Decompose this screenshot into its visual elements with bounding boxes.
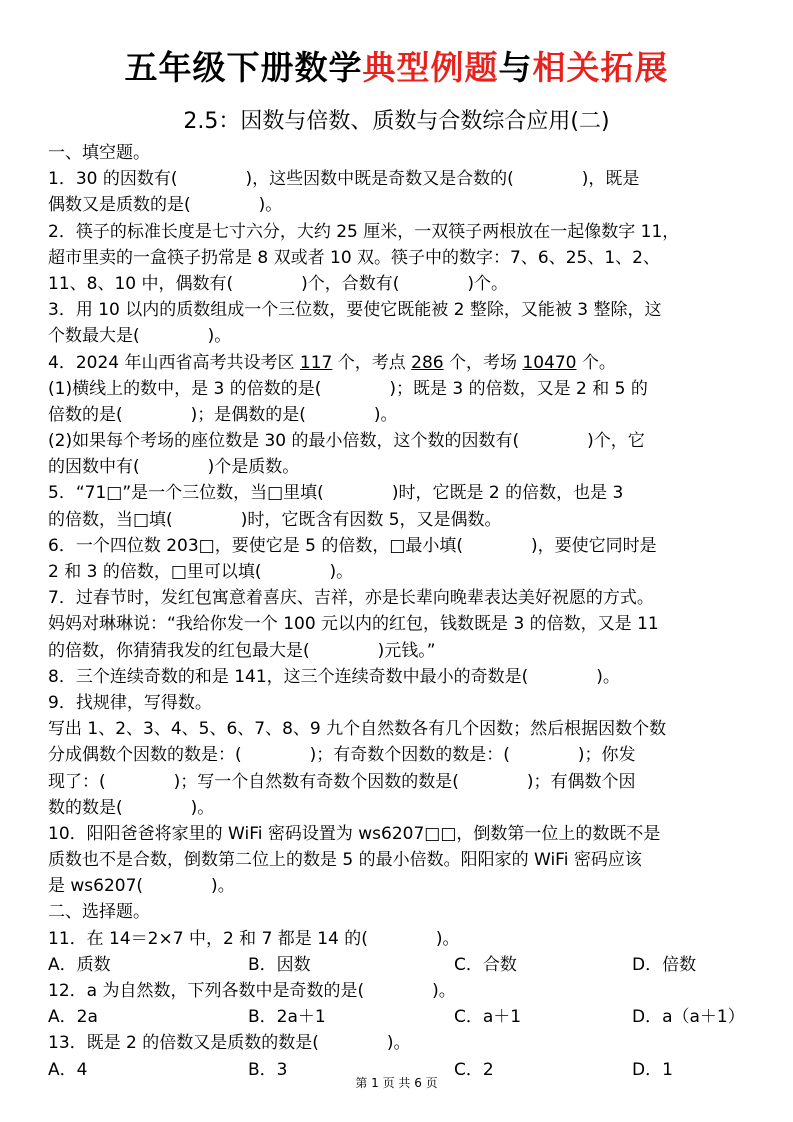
question-line: 9．找规律，写得数。 <box>48 692 212 713</box>
question-line: 倍数的是( )；是偶数的是( )。 <box>48 404 398 425</box>
title-highlight-2: 相关拓展 <box>532 48 669 87</box>
question-line: 的因数中有( )个是质数。 <box>48 457 300 478</box>
question-line: 是 ws6207( )。 <box>48 876 235 897</box>
question-line: 的倍数，当□填( )时，它既含有因数 5，又是偶数。 <box>48 509 502 530</box>
option-c: C．a＋1 <box>454 1007 522 1028</box>
question-line: 个数最大是( )。 <box>48 326 232 347</box>
q4-prefix: 4．2024 年山西省高考共设考区 <box>48 352 300 373</box>
q4-text: 个，考点 <box>332 352 412 373</box>
question-12-stem: 12．a 为自然数，下列各数中是奇数的是( )。 <box>48 981 456 1001</box>
section-heading-choice: 二、选择题。 <box>48 902 150 923</box>
q4-underlined-number: 117 <box>299 352 333 373</box>
question-line: 现了：( )；写一个自然数有奇数个因数的数是( )；有偶数个因 <box>48 771 636 792</box>
option-a: A．质数 <box>48 954 111 975</box>
question-4-line <box>48 350 750 376</box>
question-line: 3．用 10 以内的质数组成一个三位数，要使它既能被 2 整除，又能被 3 整除，这 <box>48 300 662 321</box>
option-b: B．3 <box>248 1059 288 1080</box>
question-line: 质数也不是合数，倒数第二位上的数是 5 的最小倍数。阳阳家的 WiFi 密码应该 <box>48 850 642 871</box>
question-line: 分成偶数个因数的数是：( )；有奇数个因数的数是：( )；你发 <box>48 745 636 766</box>
option-a: A．4 <box>48 1059 88 1080</box>
question-12-options <box>48 1004 750 1030</box>
q4-underlined-number: 286 <box>411 352 444 373</box>
option-d: D．1 <box>632 1059 673 1080</box>
question-line: 1．30 的因数有( )，这些因数中既是奇数又是合数的( )，既是 <box>48 169 640 190</box>
option-d: D．倍数 <box>632 954 697 975</box>
option-d: D．a（a＋1） <box>632 1007 745 1028</box>
option-b: B．因数 <box>248 954 311 975</box>
question-line: 2．筷子的标准长度是七寸六分，大约 25 厘米，一双筷子两根放在一起像数字 11， <box>48 221 680 242</box>
question-line: 8．三个连续奇数的和是 141，这三个连续奇数中最小的奇数是( )。 <box>48 666 620 687</box>
question-line: 7．过春节时，发红包寓意着喜庆、吉祥，亦是长辈向晚辈表达美好祝愿的方式。 <box>48 588 654 609</box>
option-a: A．2a <box>48 1007 98 1028</box>
question-line: 写出 1、2、3、4、5、6、7、8、9 九个自然数各有几个因数；然后根据因数个数 <box>48 719 667 740</box>
question-line: 10．阳阳爸爸将家里的 WiFi 密码设置为 ws6207□□，倒数第一位上的数既不是 <box>48 823 661 844</box>
question-11-options <box>48 952 750 978</box>
question-line: 妈妈对琳琳说：“我给你发一个 100 元以内的红包，钱数既是 3 的倍数，又是 11 <box>48 614 659 635</box>
question-line: 超市里卖的一盒筷子扔常是 8 双或者 10 双。筷子中的数字：7、6、25、1、2、 <box>48 247 660 268</box>
q4-text: 个，考场 <box>443 352 523 373</box>
worksheet-body <box>48 140 750 1083</box>
title-part-1: 五年级下册数学 <box>124 48 363 87</box>
page-title <box>0 42 793 89</box>
section-heading-fill-blank: 一、填空题。 <box>48 143 150 163</box>
question-line: (1)横线上的数中，是 3 的倍数的是( )；既是 3 的倍数，又是 2 和 5 的 <box>48 378 648 399</box>
question-line: 6．一个四位数 203□，要使它是 5 的倍数，□最小填( )，要使它同时是 <box>48 535 657 556</box>
title-highlight-1: 典型例题 <box>362 48 499 87</box>
question-line: 5．“71□”是一个三位数，当□里填( )时，它既是 2 的倍数，也是 3 <box>48 483 624 504</box>
title-part-2: 与 <box>498 48 533 87</box>
question-line: 的倍数，你猜猜我发的红包最大是( )元钱。” <box>48 640 436 661</box>
q4-suffix: 个。 <box>576 352 616 373</box>
question-13-stem: 13．既是 2 的倍数又是质数的数是( )。 <box>48 1033 411 1054</box>
question-line: 11、8、10 中，偶数有( )个，合数有( )个。 <box>48 273 509 294</box>
page-number: 第 1 页 共 6 页 <box>355 1076 438 1090</box>
page-subtitle: 2.5：因数与倍数、质数与合数综合应用(二) <box>183 109 610 134</box>
option-c: C．合数 <box>454 954 517 975</box>
question-11-stem: 11．在 14＝2×7 中，2 和 7 都是 14 的( )。 <box>48 928 460 949</box>
question-line: 2 和 3 的倍数，□里可以填( )。 <box>48 562 354 582</box>
question-line: 偶数又是质数的是( )。 <box>48 195 283 216</box>
option-c: C．2 <box>454 1059 494 1080</box>
question-line: 数的数是( )。 <box>48 797 215 818</box>
question-line: (2)如果每个考场的座位数是 30 的最小倍数，这个数的因数有( )个，它 <box>48 431 645 452</box>
q4-underlined-number: 10470 <box>522 352 577 373</box>
option-b: B．2a＋1 <box>248 1007 326 1028</box>
